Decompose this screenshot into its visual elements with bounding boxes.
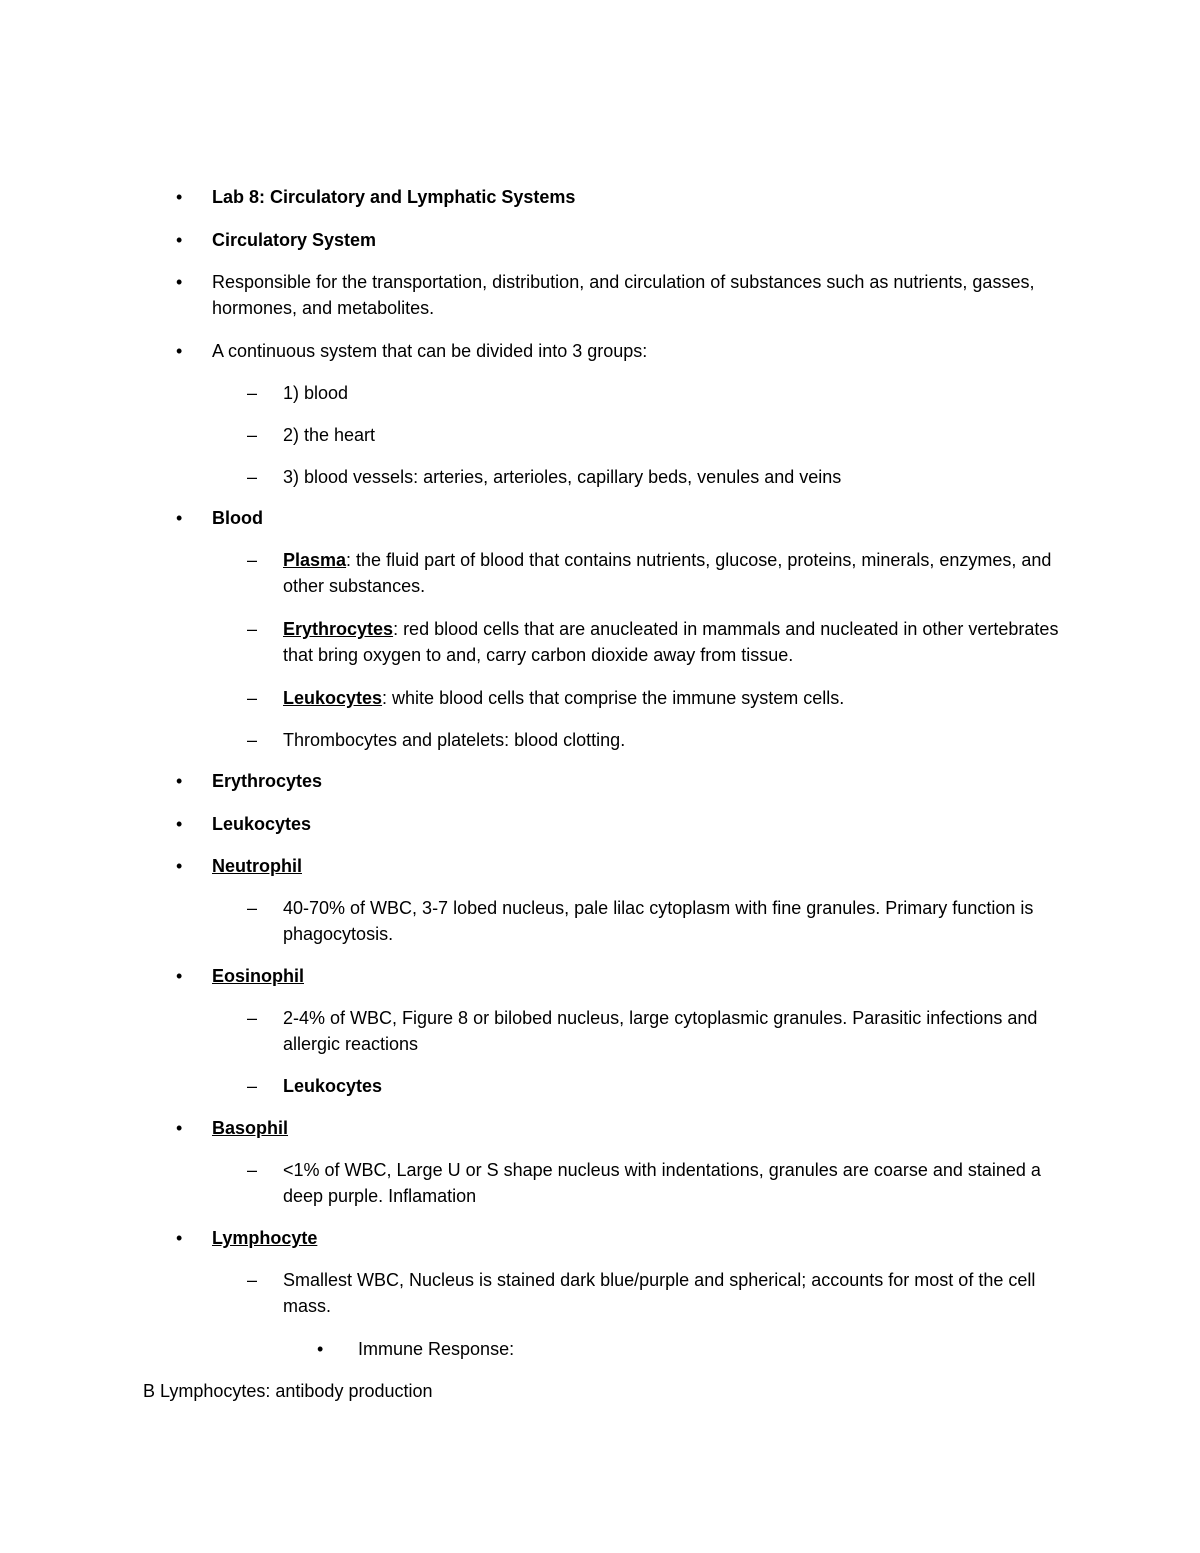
cell-type-heading: Eosinophil	[212, 966, 304, 986]
bullet-text: Responsible for the transportation, distribution, and circulation of substances such as nutrients, gasses, hormones, and metabolites.	[212, 272, 1035, 318]
definition-item	[283, 616, 1083, 668]
bullet-marker: •	[176, 508, 183, 528]
bullet-marker: •	[176, 814, 183, 834]
bullet-marker: •	[317, 1339, 324, 1359]
dash-marker: –	[247, 898, 258, 918]
cell-type-heading: Neutrophil	[212, 856, 302, 876]
dash-marker: –	[247, 467, 258, 487]
bullet-marker: •	[176, 187, 183, 207]
section-heading: Circulatory System	[212, 230, 377, 250]
definition: : white blood cells that comprise the immune system cells.	[382, 688, 845, 708]
dash-marker: –	[247, 1160, 258, 1180]
term: Leukocytes	[283, 688, 383, 708]
dash-marker: –	[247, 425, 258, 445]
sub-item: Leukocytes	[283, 1076, 383, 1096]
dash-marker: –	[247, 1076, 258, 1096]
dash-marker: –	[247, 1270, 258, 1290]
sub-item: 2-4% of WBC, Figure 8 or bilobed nucleus, large cytoplasmic granules. Parasitic infections and allergic reactions	[283, 1008, 1038, 1054]
dash-marker: –	[247, 619, 258, 639]
section-heading: Blood	[212, 508, 263, 528]
bullet-marker: •	[176, 856, 183, 876]
cell-type-heading: Basophil	[212, 1118, 289, 1138]
sub-item: Thrombocytes and platelets: blood clotting.	[283, 730, 626, 750]
definition-item	[283, 685, 1083, 711]
sub-item: Smallest WBC, Nucleus is stained dark blue/purple and spherical; accounts for most of the cell mass.	[283, 1270, 1036, 1316]
bullet-text: A continuous system that can be divided into 3 groups:	[212, 341, 648, 361]
cell-type-heading: Lymphocyte	[212, 1228, 318, 1248]
bullet-marker: •	[176, 771, 183, 791]
term: Plasma	[283, 550, 347, 570]
dash-marker: –	[247, 1008, 258, 1028]
body-text: B Lymphocytes: antibody production	[143, 1381, 433, 1401]
dash-marker: –	[247, 688, 258, 708]
section-heading: Erythrocytes	[212, 771, 323, 791]
bullet-marker: •	[176, 1118, 183, 1138]
sub-item: 3) blood vessels: arteries, arterioles, capillary beds, venules and veins	[283, 467, 842, 487]
bullet-marker: •	[176, 341, 183, 361]
definition-item	[283, 547, 1083, 599]
term: Erythrocytes	[283, 619, 394, 639]
bullet-marker: •	[176, 272, 183, 292]
definition: : red blood cells that are anucleated in mammals and nucleated in other vertebrates that bring oxygen to and, carry carbon dioxide away from tissue.	[283, 619, 1059, 665]
definition: : the fluid part of blood that contains nutrients, glucose, proteins, minerals, enzymes, and other substances.	[283, 550, 1052, 596]
sub-item: <1% of WBC, Large U or S shape nucleus with indentations, granules are coarse and stained a deep purple. Inflamation	[283, 1160, 1041, 1206]
bullet-marker: •	[176, 966, 183, 986]
sub-item: 40-70% of WBC, 3-7 lobed nucleus, pale lilac cytoplasm with fine granules. Primary function is phagocytosis.	[283, 898, 1034, 944]
bullet-marker: •	[176, 1228, 183, 1248]
dash-marker: –	[247, 550, 258, 570]
bullet-marker: •	[176, 230, 183, 250]
page-title: Lab 8: Circulatory and Lymphatic Systems	[212, 187, 576, 207]
sub-item: 1) blood	[283, 383, 349, 403]
dash-marker: –	[247, 730, 258, 750]
section-heading: Leukocytes	[212, 814, 312, 834]
sub-item: 2) the heart	[283, 425, 376, 445]
sub-sub-item: Immune Response:	[358, 1339, 515, 1359]
dash-marker: –	[247, 383, 258, 403]
